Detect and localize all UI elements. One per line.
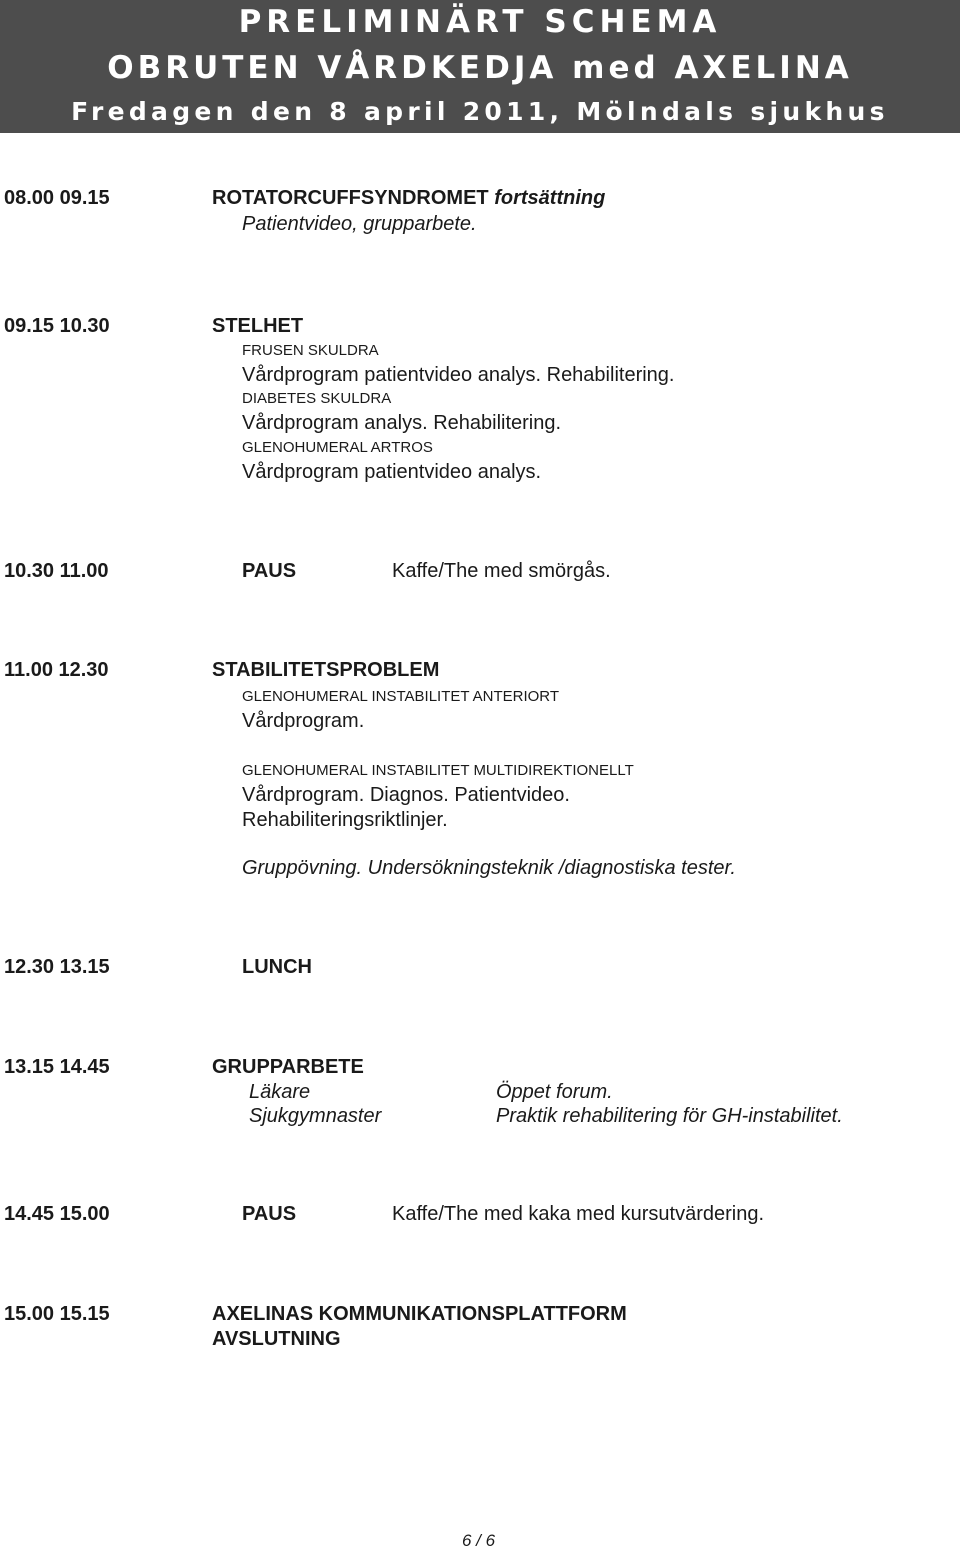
session-1-line: Patientvideo, grupparbete. [242,213,477,235]
session-2-line-3: Vårdprogram patientvideo analys. [242,461,542,483]
session-7-time: 14.45 15.00 [4,1203,110,1225]
session-2-line-2: Vårdprogram analys. Rehabilitering. [242,412,562,434]
session-3-detail: Kaffe/The med smörgås. [392,560,611,582]
header-date: Fredagen den 8 april 2011, Mölndals sjukhus [71,97,889,126]
session-4-line-2: Vårdprogram. Diagnos. Patientvideo. [242,784,570,806]
session-2-topic-1: FRUSEN SKULDRA [242,342,379,359]
session-4-topic-2: GLENOHUMERAL INSTABILITET MULTIDIREKTIONELLT [242,762,634,779]
header-banner [0,0,960,133]
session-5-title: LUNCH [242,956,312,978]
session-4-time: 11.00 12.30 [4,659,109,681]
group-role: Sjukgymnaster [249,1105,382,1127]
session-3-time: 10.30 11.00 [4,560,109,582]
session-4-line-3: Rehabiliteringsriktlinjer. [242,809,448,831]
session-2-topic-3: GLENOHUMERAL ARTROS [242,439,433,456]
session-8-title-2: AVSLUTNING [212,1328,341,1350]
session-2-title: STELHET [212,315,304,337]
session-6-time: 13.15 14.45 [4,1056,110,1078]
page-number: 6 / 6 [462,1531,496,1550]
session-1-title: ROTATORCUFFSYNDROMET fortsättning [212,187,606,209]
session-1-title-suffix: fortsättning [494,187,606,209]
session-8-title: AXELINAS KOMMUNIKATIONSPLATTFORM [212,1303,627,1325]
session-2-topic-2: DIABETES SKULDRA [242,390,392,407]
session-4-line-4: Gruppövning. Undersökningsteknik /diagnostiska tester. [242,857,736,879]
session-5-time: 12.30 13.15 [4,956,110,978]
header-subtitle: OBRUTEN VÅRDKEDJA med AXELINA [107,50,853,86]
session-4-topic-1: GLENOHUMERAL INSTABILITET ANTERIORT [242,688,560,705]
session-7-title: PAUS [242,1203,297,1225]
session-4-line-1: Vårdprogram. [242,710,365,732]
session-2-time: 09.15 10.30 [4,315,110,337]
header-title: PRELIMINÄRT SCHEMA [238,4,722,40]
session-2-line-1: Vårdprogram patientvideo analys. Rehabilitering. [242,364,675,386]
session-4-title: STABILITETSPROBLEM [212,659,440,681]
session-6-title: GRUPPARBETE [212,1056,364,1078]
session-1-time: 08.00 09.15 [4,187,110,209]
session-3-title: PAUS [242,560,297,582]
group-role: Läkare [249,1081,311,1103]
session-8-time: 15.00 15.15 [4,1303,110,1325]
session-7-detail: Kaffe/The med kaka med kursutvärdering. [392,1203,765,1225]
group-activity: Praktik rehabilitering för GH-instabilitet. [496,1105,843,1127]
group-activity: Öppet forum. [496,1081,613,1103]
